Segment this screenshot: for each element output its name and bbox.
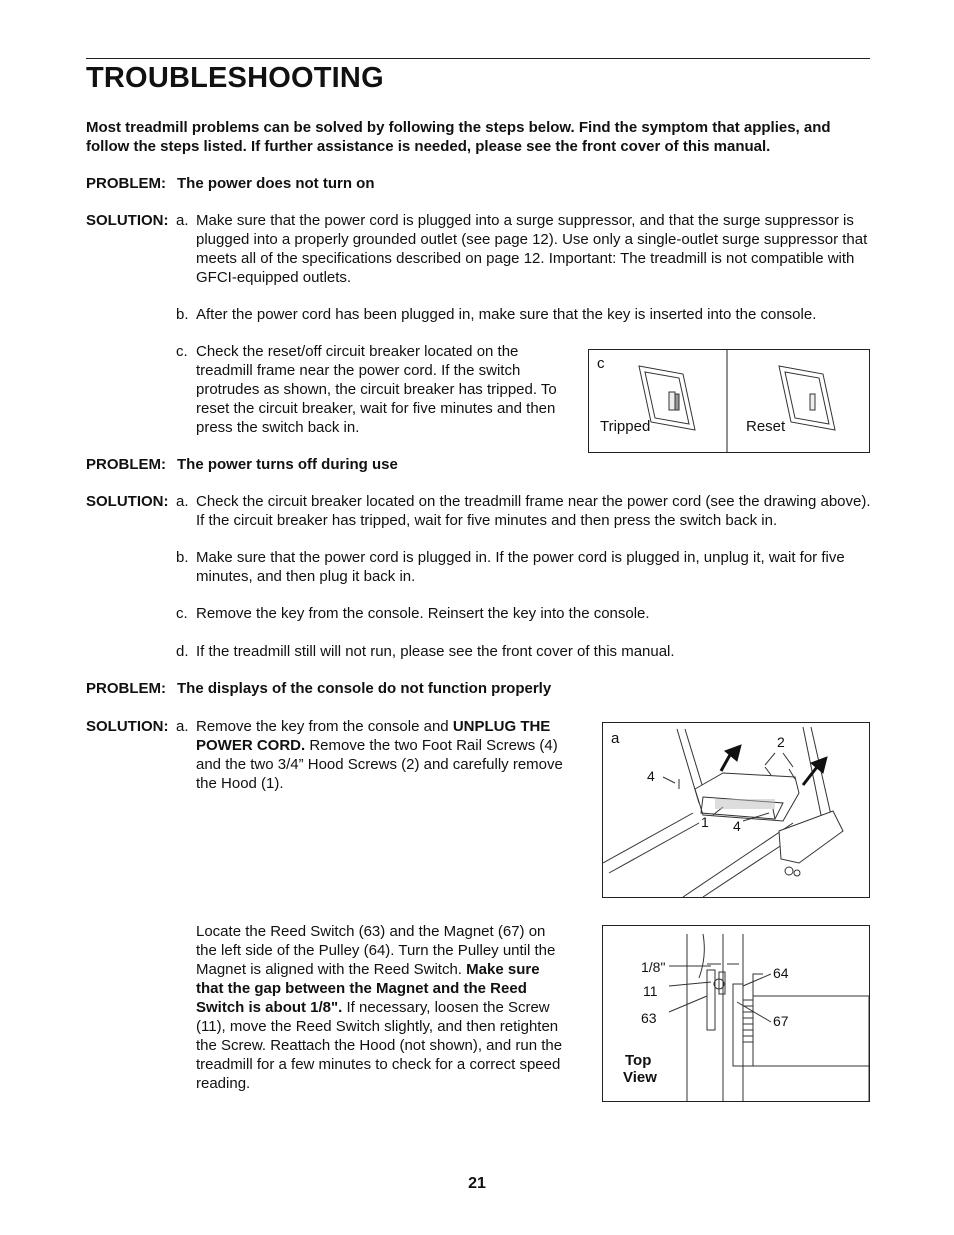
callout-screw: 11 [643,983,658,999]
reed-switch-instructions [196,922,568,1093]
view-label-view: View [623,1069,657,1086]
step-text: If necessary, loosen the Screw (11), move the Reed Switch slightly, and then retighten the Screw. Reattach the Hood (not shown), and run the treadmill for a few minutes to check for a correct speed reading. [196,999,563,1092]
callout-hood-screws: 2 [777,734,785,750]
circuit-breaker-drawing [589,350,869,452]
figure-letter: c [597,355,605,372]
problem-label: PROBLEM: [86,175,166,192]
problem-1-step-b: After the power cord has been plugged in, make sure that the key is inserted into the console. [196,306,817,323]
solution-label: SOLUTION: [86,493,169,510]
callout-hood: 1 [701,814,709,830]
step-letter: c. [176,343,188,360]
page-number: 21 [468,1175,486,1192]
figure-letter: a [611,730,620,747]
gap-emphasis: Make sure that the gap between the Magnet and the Reed Switch is about 1/8". [196,961,540,1016]
callout-foot-rail-screw: 4 [647,768,655,784]
step-letter: b. [176,549,189,566]
problem-3-step-a [196,717,572,793]
step-letter: d. [176,643,189,660]
step-text: Remove the key from the console and [196,718,453,735]
problem-label: PROBLEM: [86,456,166,473]
problem-1-title: The power does not turn on [177,175,375,192]
callout-foot-rail-screw: 4 [733,818,741,834]
top-rule [86,58,870,59]
problem-2-step-a: Check the circuit breaker located on the treadmill frame near the power cord (see the drawing above). If the circuit breaker has tripped, wait for five minutes and then press the switch back in. [196,493,871,529]
problem-3-title: The displays of the console do not function properly [177,680,552,697]
reset-label: Reset [746,418,786,435]
callout-magnet: 67 [773,1013,789,1029]
gap-dimension: 1/8" [641,959,666,975]
intro-paragraph: Most treadmill problems can be solved by following the steps below. Find the symptom that applies, and follow the steps listed. If further assistance is needed, please see the front cover of this manual. [86,119,831,155]
step-letter: a. [176,212,189,229]
callout-pulley: 64 [773,965,789,981]
problem-2-title: The power turns off during use [177,456,398,473]
solution-label: SOLUTION: [86,212,169,229]
problem-label: PROBLEM: [86,680,166,697]
step-letter: b. [176,306,189,323]
step-text: Locate the Reed Switch (63) and the Magnet (67) on the left side of the Pulley (64). Turn the Pulley until the Magnet is aligned with the Reed Switch. [196,923,556,978]
problem-1-step-c: Check the reset/off circuit breaker located on the treadmill frame near the power cord. If the switch protrudes as shown, the circuit breaker has tripped. To reset the circuit breaker, wait for five minutes and then press the switch back in. [196,343,557,436]
callout-reed-switch: 63 [641,1010,657,1026]
reed-switch-figure [602,925,870,1102]
tripped-label: Tripped [600,418,651,435]
step-text: Remove the two Foot Rail Screws (4) and the two 3/4” Hood Screws (2) and carefully remove the Hood (1). [196,737,563,792]
step-letter: a. [176,718,189,735]
step-letter: c. [176,605,188,622]
circuit-breaker-figure [588,349,870,453]
warning-text: UNPLUG THE POWER CORD. [196,718,551,754]
problem-2-step-b: Make sure that the power cord is plugged in. If the power cord is plugged in, unplug it, wait for five minutes, and then plug it back in. [196,549,845,585]
solution-label: SOLUTION: [86,718,169,735]
hood-removal-drawing [603,723,869,897]
problem-2-step-d: If the treadmill still will not run, please see the front cover of this manual. [196,643,675,660]
page-title: TROUBLESHOOTING [86,62,384,94]
problem-1-step-a: Make sure that the power cord is plugged into a surge suppressor, and that the surge suppressor is plugged into a properly grounded outlet (see page 12). Use only a single-outlet surge suppressor that meets all of the specifications described on page 12. Important: The treadmill is not compatible with GFCI-equipped outlets. [196,212,868,286]
step-letter: a. [176,493,189,510]
view-label-top: Top [625,1052,652,1069]
hood-removal-figure [602,722,870,898]
problem-2-step-c: Remove the key from the console. Reinsert the key into the console. [196,605,650,622]
